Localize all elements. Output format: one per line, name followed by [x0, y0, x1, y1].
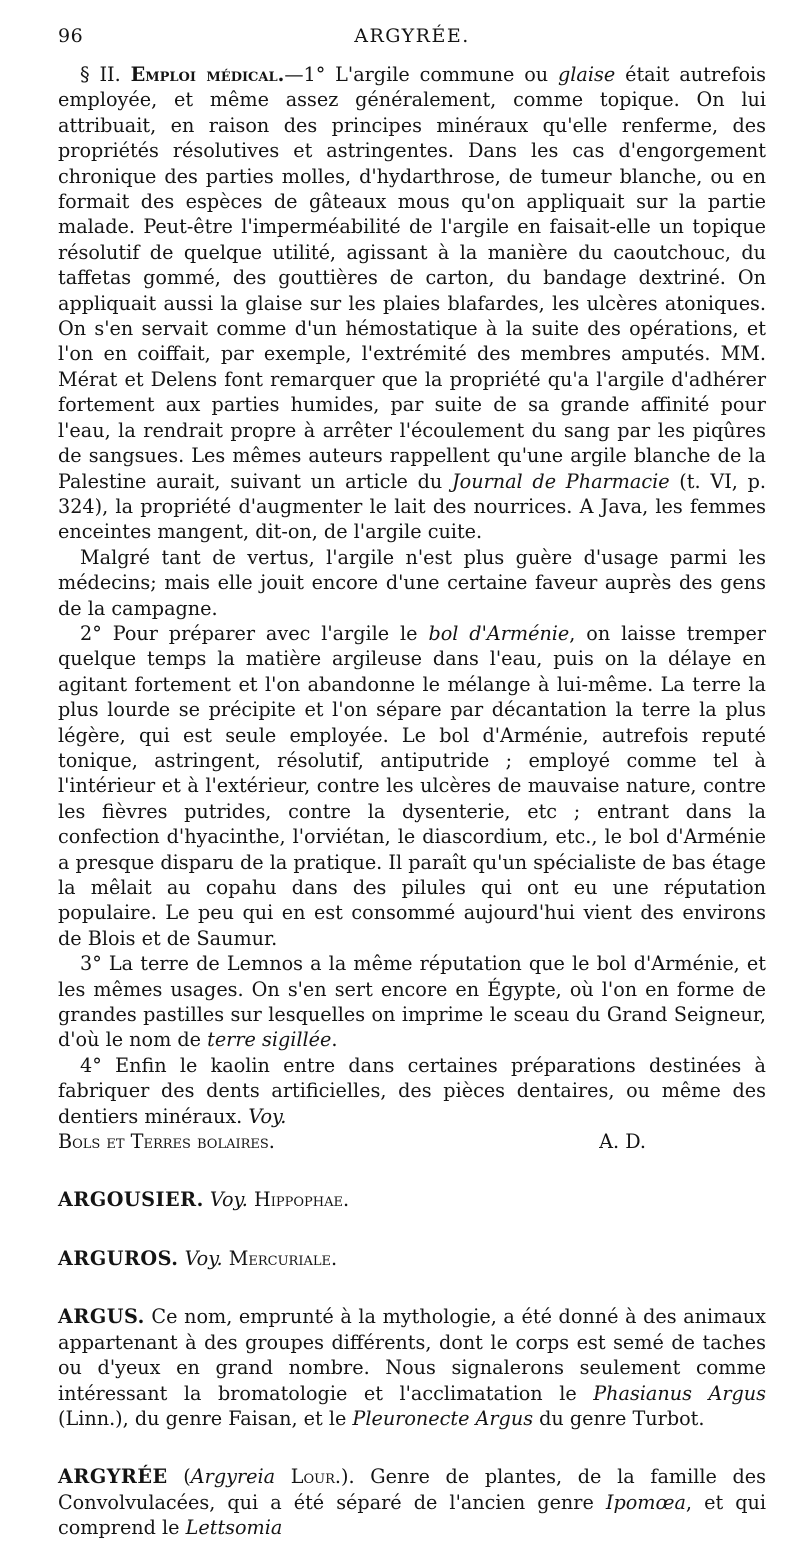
section-title: Emploi médical. [130, 63, 285, 86]
running-head: ARGYRÉE. [354, 25, 470, 47]
cross-reference: Bols et Terres bolaires. [58, 1130, 275, 1154]
entry-argus: ARGUS. Ce nom, emprunté à la mythologie, a été donné à des animaux appartenant à des groupes différents, dont le corps est semé de taches ou d'yeux en grand nombre. Nous signalerons seulement comme intéressant la bromatologie et l'acclimatation le Phasianus Argus (Linn.), du genre Faisan, et le Pleuronecte Argus du genre Turbot. [58, 1305, 766, 1430]
paragraph-medical-use-1: § II. Emploi médical.—1° L'argile commune ou glaise était autrefois employée, et même assez généralement, comme topique. On lui attribuait, en raison des principes minéraux qu'elle renferme, des propriétés résolutives et astringentes. Dans les cas d'engorgement chronique des parties molles, d'hydarthrose, de tumeur blanche, ou en formait des espèces de gâteaux mous qu'on appliquait sur la partie malade. Peut-être l'imperméabilité de l'argile en faisait-elle un topique résolutif de quelque utilité, agissant à la manière du caoutchouc, du taffetas gommé, des gouttières de carton, du bandage dextriné. On appliquait aussi la glaise sur les plaies blafardes, les ulcères atoniques. On s'en servait comme d'un hémostatique à la suite des opérations, et l'on en coiffait, par exemple, l'extrémité des membres amputés. MM. Mérat et Delens font remarquer que la propriété qu'a l'argile d'adhérer fortement aux parties humides, par suite de sa grande affinité pour l'eau, la rendrait propre à arrêter l'écoulement du sang par les piqûres de sangsues. Les mêmes auteurs rappellent qu'une argile blanche de la Palestine aurait, suivant un article du Journal de Pharmacie (t. VI, p. 324), la propriété d'augmenter le lait des nourrices. A Java, les femmes enceintes mangent, dit-on, de l'argile cuite. [58, 63, 767, 544]
author-signature: A. D. [599, 1130, 646, 1154]
headword: ARGOUSIER. [58, 1188, 204, 1212]
headword: ARGYRÉE [58, 1465, 168, 1489]
page-header [58, 24, 766, 54]
section-marker: § II. [80, 63, 121, 86]
cross-reference-line [58, 1129, 766, 1154]
headword: ARGUS. [58, 1305, 145, 1329]
headword: ARGUROS. [58, 1246, 179, 1270]
paragraph-kaolin: 4° Enfin le kaolin entre dans certaines préparations destinées à fabriquer des dents artificielles, des pièces dentaires, ou même des dentiers minéraux. Voy. [58, 1053, 766, 1128]
entry-argousier: ARGOUSIER. Voy. Hippophae. [58, 1188, 350, 1212]
entry-arguros: ARGUROS. Voy. Mercuriale. [58, 1246, 338, 1270]
paragraph-medical-use-2: Malgré tant de vertus, l'argile n'est plus guère d'usage parmi les médecins; mais elle jouit encore d'une certaine faveur auprès des gens de la campagne. [58, 545, 766, 620]
paragraph-bol-armenie: 2° Pour préparer avec l'argile le bol d'Arménie, on laisse tremper quelque temps la matière argileuse dans l'eau, puis on la délaye en agitant fortement et l'on abandonne le mélange à lui-même. La terre la plus lourde se précipite et l'on sépare par décantation la terre la plus légère, qui est seule employée. Le bol d'Arménie, autrefois reputé tonique, astringent, résolutif, antiputride ; employé comme tel à l'intérieur et à l'extérieur, contre les ulcères de mauvaise nature, contre les fièvres putrides, contre la dysenterie, etc ; entrant dans la confection d'hyacinthe, l'orviétan, le diascordium, etc., le bol d'Arménie a presque disparu de la pratique. Il paraît qu'un spécialiste de bas étage la mêlait au copahu dans des pilules qui ont eu une réputation populaire. Le peu qui en est consommé aujourd'hui vient des environs de Blois et de Saumur. [58, 621, 766, 950]
paragraph-terre-lemnos: 3° La terre de Lemnos a la même réputation que le bol d'Arménie, et les mêmes usages. On s'en sert encore en Égypte, où l'on en forme de grandes pastilles sur lesquelles on imprime le sceau du Grand Seigneur, d'où le nom de terre sigillée. [58, 952, 766, 1052]
journal-title: Journal de Pharmacie [451, 469, 670, 493]
page-number: 96 [58, 25, 84, 47]
entry-argyree: ARGYRÉE (Argyreia Lour.). Genre de plantes, de la famille des Convolvulacées, qui a été séparé de l'ancien genre Ipomœa, et qui comprend le Lettsomia [58, 1465, 767, 1540]
